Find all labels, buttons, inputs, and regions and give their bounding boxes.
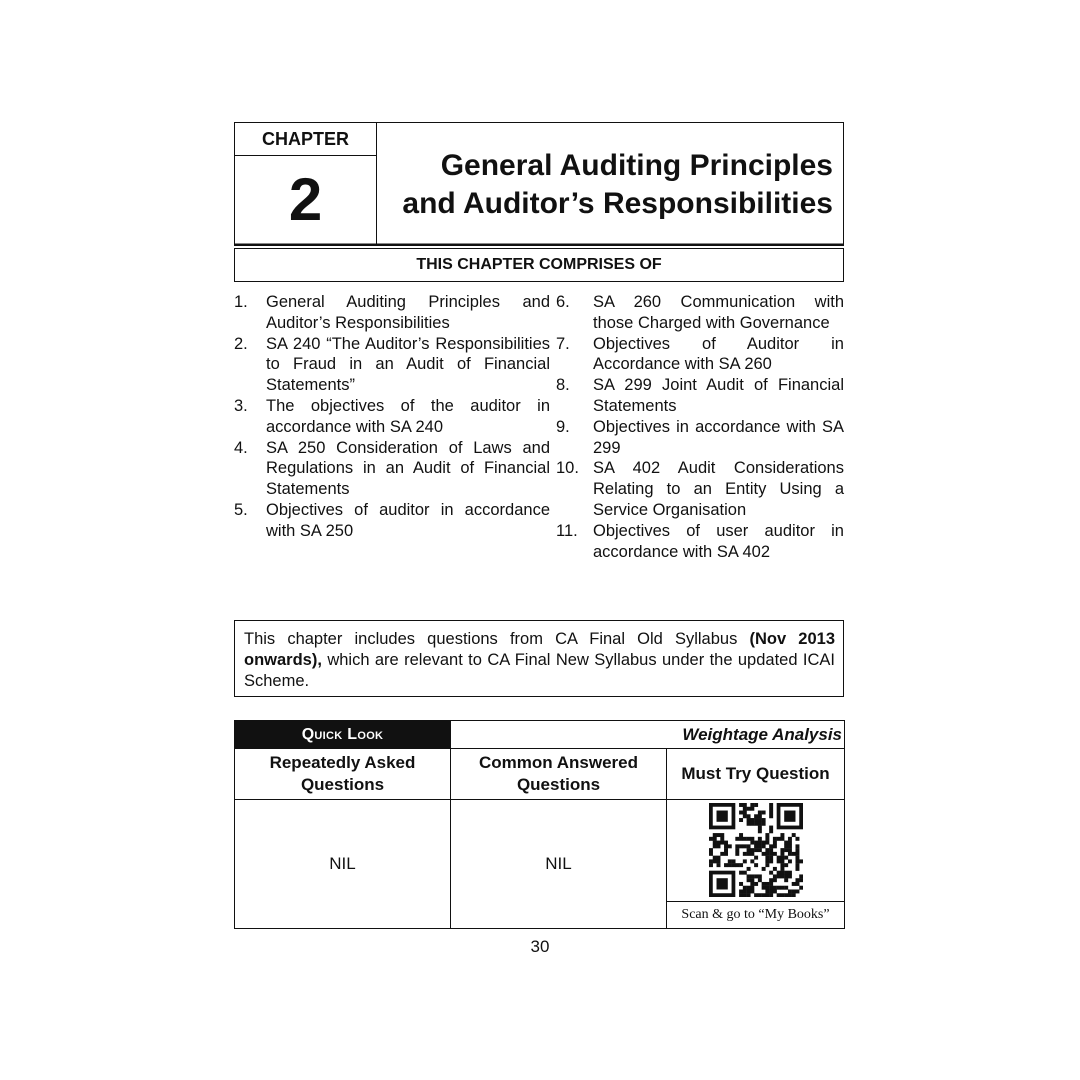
topic-text: The objectives of the auditor in accordance with SA 240 xyxy=(266,396,550,436)
syllabus-note xyxy=(234,620,844,697)
topic-text: SA 402 Audit Considerations Relating to an Entity Using a Service Organisation xyxy=(593,459,844,519)
topic-item xyxy=(234,334,550,396)
topic-number: 4. xyxy=(234,438,248,457)
chapter-number: 2 xyxy=(288,166,323,233)
topic-text: SA 240 “The Auditor’s Responsibilities to Fraud in an Audit of Financial Statements” xyxy=(266,334,550,395)
chapter-title xyxy=(402,147,833,223)
topic-item xyxy=(234,396,550,438)
qr-cell xyxy=(667,800,845,929)
comprises-heading: THIS CHAPTER COMPRISES OF xyxy=(234,248,844,282)
topic-item xyxy=(556,292,844,334)
topic-text: Objectives of auditor in accordance with SA 250 xyxy=(266,500,550,540)
topic-number: 6. xyxy=(556,293,570,311)
qr-code-wrap[interactable] xyxy=(667,800,844,900)
topic-text: Objectives of Auditor in Accordance with SA 260 xyxy=(593,334,844,374)
qr-code-icon[interactable] xyxy=(709,803,803,897)
repeatedly-asked-header: Repeatedly Asked Questions xyxy=(235,749,451,800)
topic-number: 2. xyxy=(234,334,248,353)
chapter-title-line2: and Auditor’s Responsibilities xyxy=(402,187,833,220)
topic-text: SA 299 Joint Audit of Financial Statements xyxy=(593,376,844,415)
note-text-after: which are relevant to CA Final New Syllabus under the updated ICAI Scheme. xyxy=(244,651,835,690)
topic-item xyxy=(234,438,550,500)
topic-number: 1. xyxy=(234,293,248,311)
topic-text: General Auditing Principles and Auditor’s Responsibilities xyxy=(266,293,550,332)
topic-column-left xyxy=(234,292,550,542)
topic-item xyxy=(556,521,844,563)
topic-number: 11. xyxy=(556,521,578,540)
topic-number: 3. xyxy=(234,396,248,415)
topic-item xyxy=(556,375,844,417)
chapter-number-box xyxy=(235,123,377,245)
common-answered-value: NIL xyxy=(451,800,667,929)
topic-number: 5. xyxy=(234,500,248,519)
weightage-analysis-label: Weightage Analysis xyxy=(451,721,845,749)
topic-text: Objectives in accordance with SA 299 xyxy=(593,417,844,457)
topic-text: SA 250 Consideration of Laws and Regulations in an Audit of Financial Statements xyxy=(266,438,550,499)
topic-text: SA 260 Communication with those Charged with Governance xyxy=(593,293,844,332)
repeatedly-asked-value: NIL xyxy=(235,800,451,929)
topic-item xyxy=(556,334,844,376)
common-answered-header: Common Answered Questions xyxy=(451,749,667,800)
chapter-label: CHAPTER xyxy=(235,123,376,156)
page-number: 30 xyxy=(530,937,550,956)
topic-text: Objectives of user auditor in accordance with SA 402 xyxy=(593,521,844,561)
note-text-before: This chapter includes questions from CA Final Old Syllabus xyxy=(244,630,750,648)
topic-number: 7. xyxy=(556,334,570,353)
qr-caption: Scan & go to “My Books” xyxy=(667,901,844,928)
topic-number: 9. xyxy=(556,417,570,436)
topic-item xyxy=(556,417,844,459)
chapter-header xyxy=(234,122,844,246)
topic-number: 8. xyxy=(556,376,570,395)
chapter-title-line1: General Auditing Principles xyxy=(440,149,833,182)
topic-number: 10. xyxy=(556,459,579,478)
topic-list xyxy=(234,292,846,608)
note-bold: (Nov 2013 onwards), xyxy=(244,630,835,669)
quick-look-label: Quick Look xyxy=(235,721,451,749)
must-try-header: Must Try Question xyxy=(667,749,845,800)
topic-column-right xyxy=(556,292,844,562)
page xyxy=(234,122,846,956)
topic-item xyxy=(234,500,550,542)
topic-item xyxy=(234,292,550,334)
topic-item xyxy=(556,458,844,520)
quick-look-table xyxy=(234,720,845,929)
